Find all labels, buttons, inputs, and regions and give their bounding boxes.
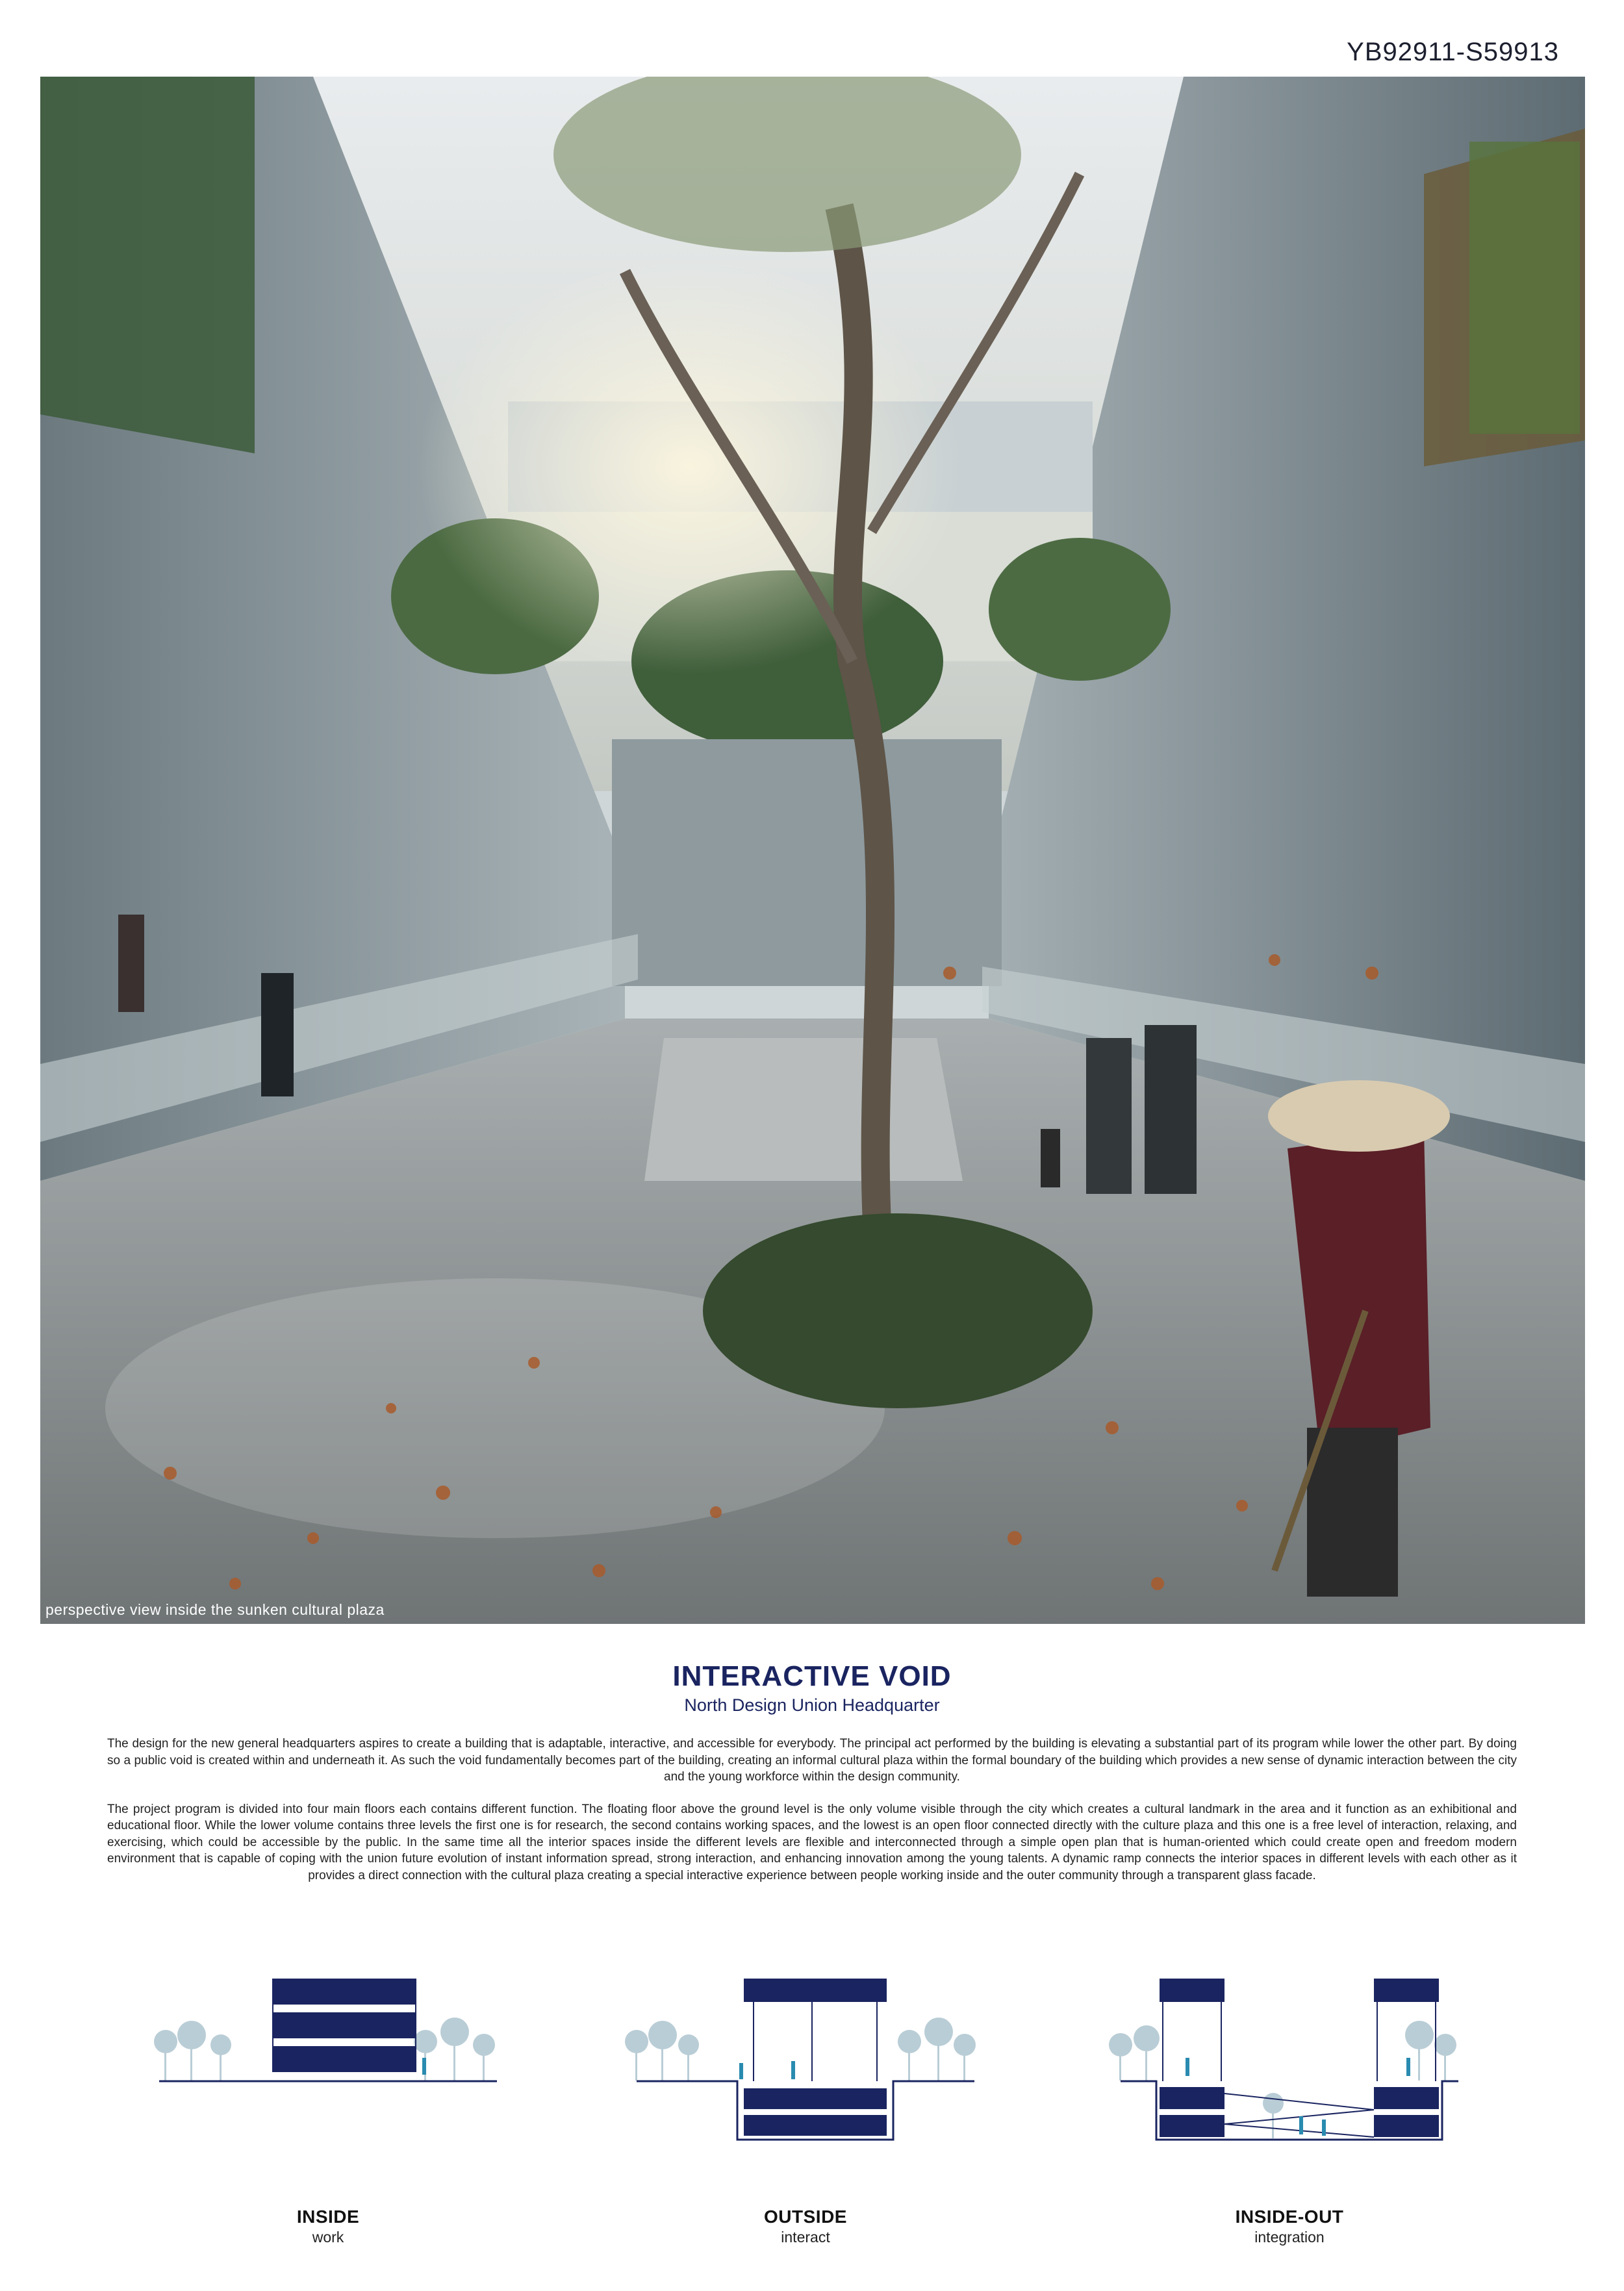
floor-block <box>1374 1979 1439 2002</box>
tree-icons <box>625 2018 976 2081</box>
floor-block <box>1160 2115 1224 2137</box>
person-icon <box>791 2061 795 2079</box>
diagram-label-inside-out <box>1160 2207 1419 2246</box>
floor-block <box>273 2046 416 2072</box>
sheet-id: YB92911-S59913 <box>1347 38 1559 66</box>
person-icon <box>1299 2116 1303 2134</box>
person-icon <box>1406 2058 1410 2076</box>
hero-caption: perspective view inside the sunken cultural plaza <box>45 1601 385 1618</box>
diagram-title: OUTSIDE <box>764 2207 847 2227</box>
floor-block <box>744 2088 887 2109</box>
floor-block <box>1374 2087 1439 2109</box>
diagram-title: INSIDE-OUT <box>1235 2207 1344 2227</box>
floor-block <box>273 2012 416 2038</box>
diagram-label-outside <box>676 2207 935 2246</box>
person-icon <box>739 2063 743 2079</box>
diagram-inside <box>146 1954 510 2149</box>
diagram-inside-out <box>1108 1954 1471 2149</box>
floor-block <box>1160 2087 1224 2109</box>
diagram-subtitle: integration <box>1254 2229 1325 2246</box>
diagram-subtitle: interact <box>781 2229 830 2246</box>
diagram-title: INSIDE <box>296 2207 360 2227</box>
floor-block <box>1374 2115 1439 2137</box>
project-title: INTERACTIVE VOID <box>672 1660 952 1692</box>
person-icon <box>1186 2058 1189 2076</box>
description-paragraph: The design for the new general headquarters aspires to create a building that is adaptable, interactive, and accessible for everybody. The principal act performed by the building is elevating a substantial part of its program while lower the other part. By doing so a public void is created within and underneath it. As such the void fundamentally becomes part of the building, creating an informal cultural plaza within the formal boundary of the building which provides a new sense of dynamic interaction between the city and the young workforce within the design community. <box>107 1737 1517 1784</box>
description-text <box>107 1736 1517 1899</box>
hero-rendering <box>40 77 1585 1624</box>
project-subtitle: North Design Union Headquarter <box>684 1695 940 1715</box>
floor-block <box>273 1979 416 2005</box>
description-paragraph: The project program is divided into four main floors each contains different function. The floating floor above the ground level is the only volume visible through the city which creates a cultural landmark in the area and it function as an exhibitional and educational floor. While the lower volume contains three levels the first one is for research, the second contains working spaces, and the lowest is an open floor connected directly with the culture plaza and this one is a free level of interaction, relaxing, and exercising, which could be accessible by the public. In the same time all the interior spaces inside the different levels are flexible and interconnected through a simple open plan that is human-oriented which could create open and freedom modern environment that is capable of coping with the union future evolution of instant information spread, strong interaction, and enhancing innovation among the young talents. A dynamic ramp connects the interior spaces in different levels with each other as it provides a direct connection with the cultural plaza creating a special interactive experience between people working inside and the outer community through a transparent glass facade. <box>107 1802 1517 1882</box>
person-icon <box>422 2058 426 2075</box>
floor-block <box>1160 1979 1224 2002</box>
floor-block <box>744 2115 887 2136</box>
diagram-outside <box>624 1954 987 2149</box>
person-icon <box>1322 2120 1326 2136</box>
title-block <box>0 1660 1624 1715</box>
diagram-subtitle: work <box>312 2229 344 2246</box>
plaza-perspective-image <box>40 77 1585 1624</box>
diagram-label-inside <box>198 2207 458 2246</box>
floor-block <box>744 1979 887 2002</box>
